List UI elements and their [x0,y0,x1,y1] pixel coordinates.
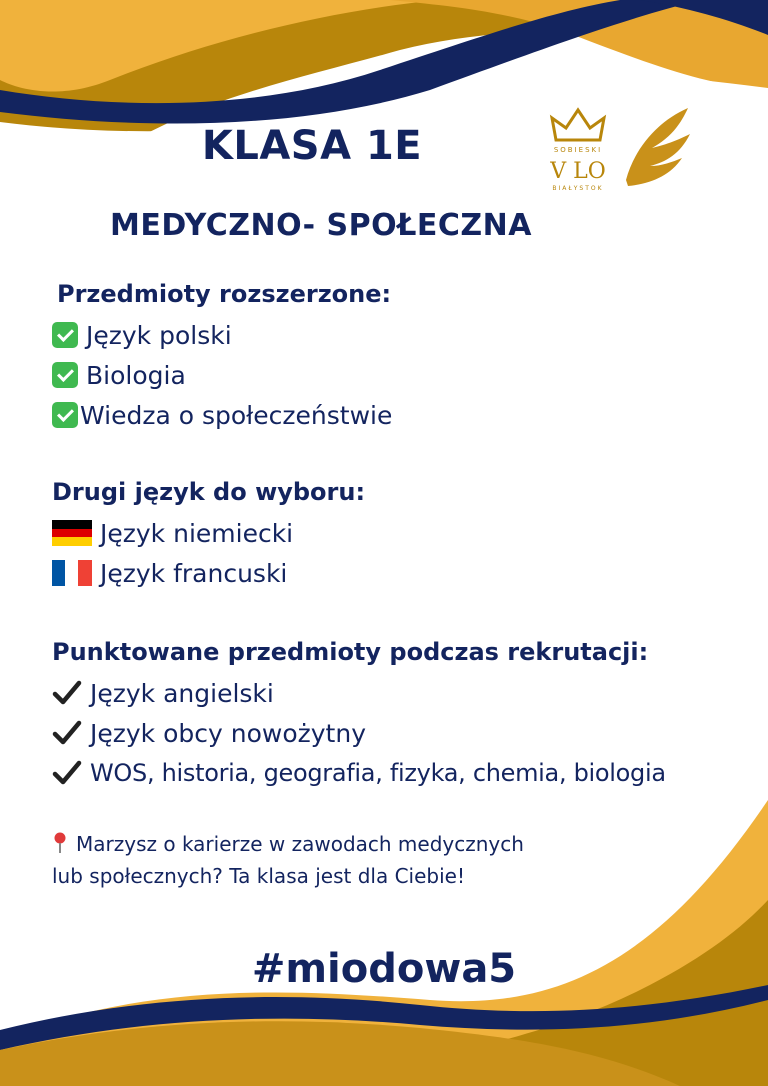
check-mark-icon [52,679,82,707]
subject-label: Język polski [86,320,232,350]
logo-bottom-text: BIAŁYSTOK [552,185,604,192]
scored-subjects-heading: Punktowane przedmioty podczas rekrutacji: [52,638,649,666]
info-line-2: lub społecznych? Ta klasa jest dla Ciebie! [52,864,465,888]
subject-label: Wiedza o społeczeństwie [80,400,393,430]
scored-subjects-list [52,673,666,793]
check-mark-icon [52,759,82,787]
list-item [52,673,666,713]
check-box-icon [52,402,78,428]
extended-subjects-list [52,315,392,435]
subject-label: WOS, historia, geografia, fizyka, chemia, biologia [90,759,666,787]
list-item [52,713,666,753]
list-item [52,355,392,395]
list-item [52,395,392,435]
logo-top-text: SOBIESKI [553,146,603,154]
subject-label: Biologia [86,360,186,390]
list-item [52,513,293,553]
wings-icon [626,108,690,186]
check-box-icon [52,322,78,348]
list-item [52,315,392,355]
germany-flag-icon [52,520,92,546]
info-line [52,828,524,860]
info-text [52,828,524,892]
france-flag-icon [52,560,92,586]
class-title: KLASA 1E [201,123,423,169]
hashtag: #miodowa5 [251,946,517,992]
language-label: Język francuski [100,558,288,588]
subject-label: Język angielski [90,678,274,708]
pin-icon [52,832,68,854]
check-mark-icon [52,719,82,747]
extended-subjects-heading: Przedmioty rozszerzone: [57,280,392,308]
second-language-list [52,513,293,593]
logo-main-text: V LO [550,159,606,184]
info-line-1: Marzysz o karierze w zawodach medycznych [76,832,524,856]
check-box-icon [52,362,78,388]
subject-label: Język obcy nowożytny [90,718,366,748]
language-label: Język niemiecki [100,518,294,548]
list-item [52,553,293,593]
class-profile-subtitle: MEDYCZNO- SPOŁECZNA [110,208,532,243]
list-item [52,753,666,793]
second-language-heading: Drugi język do wyboru: [52,478,366,506]
